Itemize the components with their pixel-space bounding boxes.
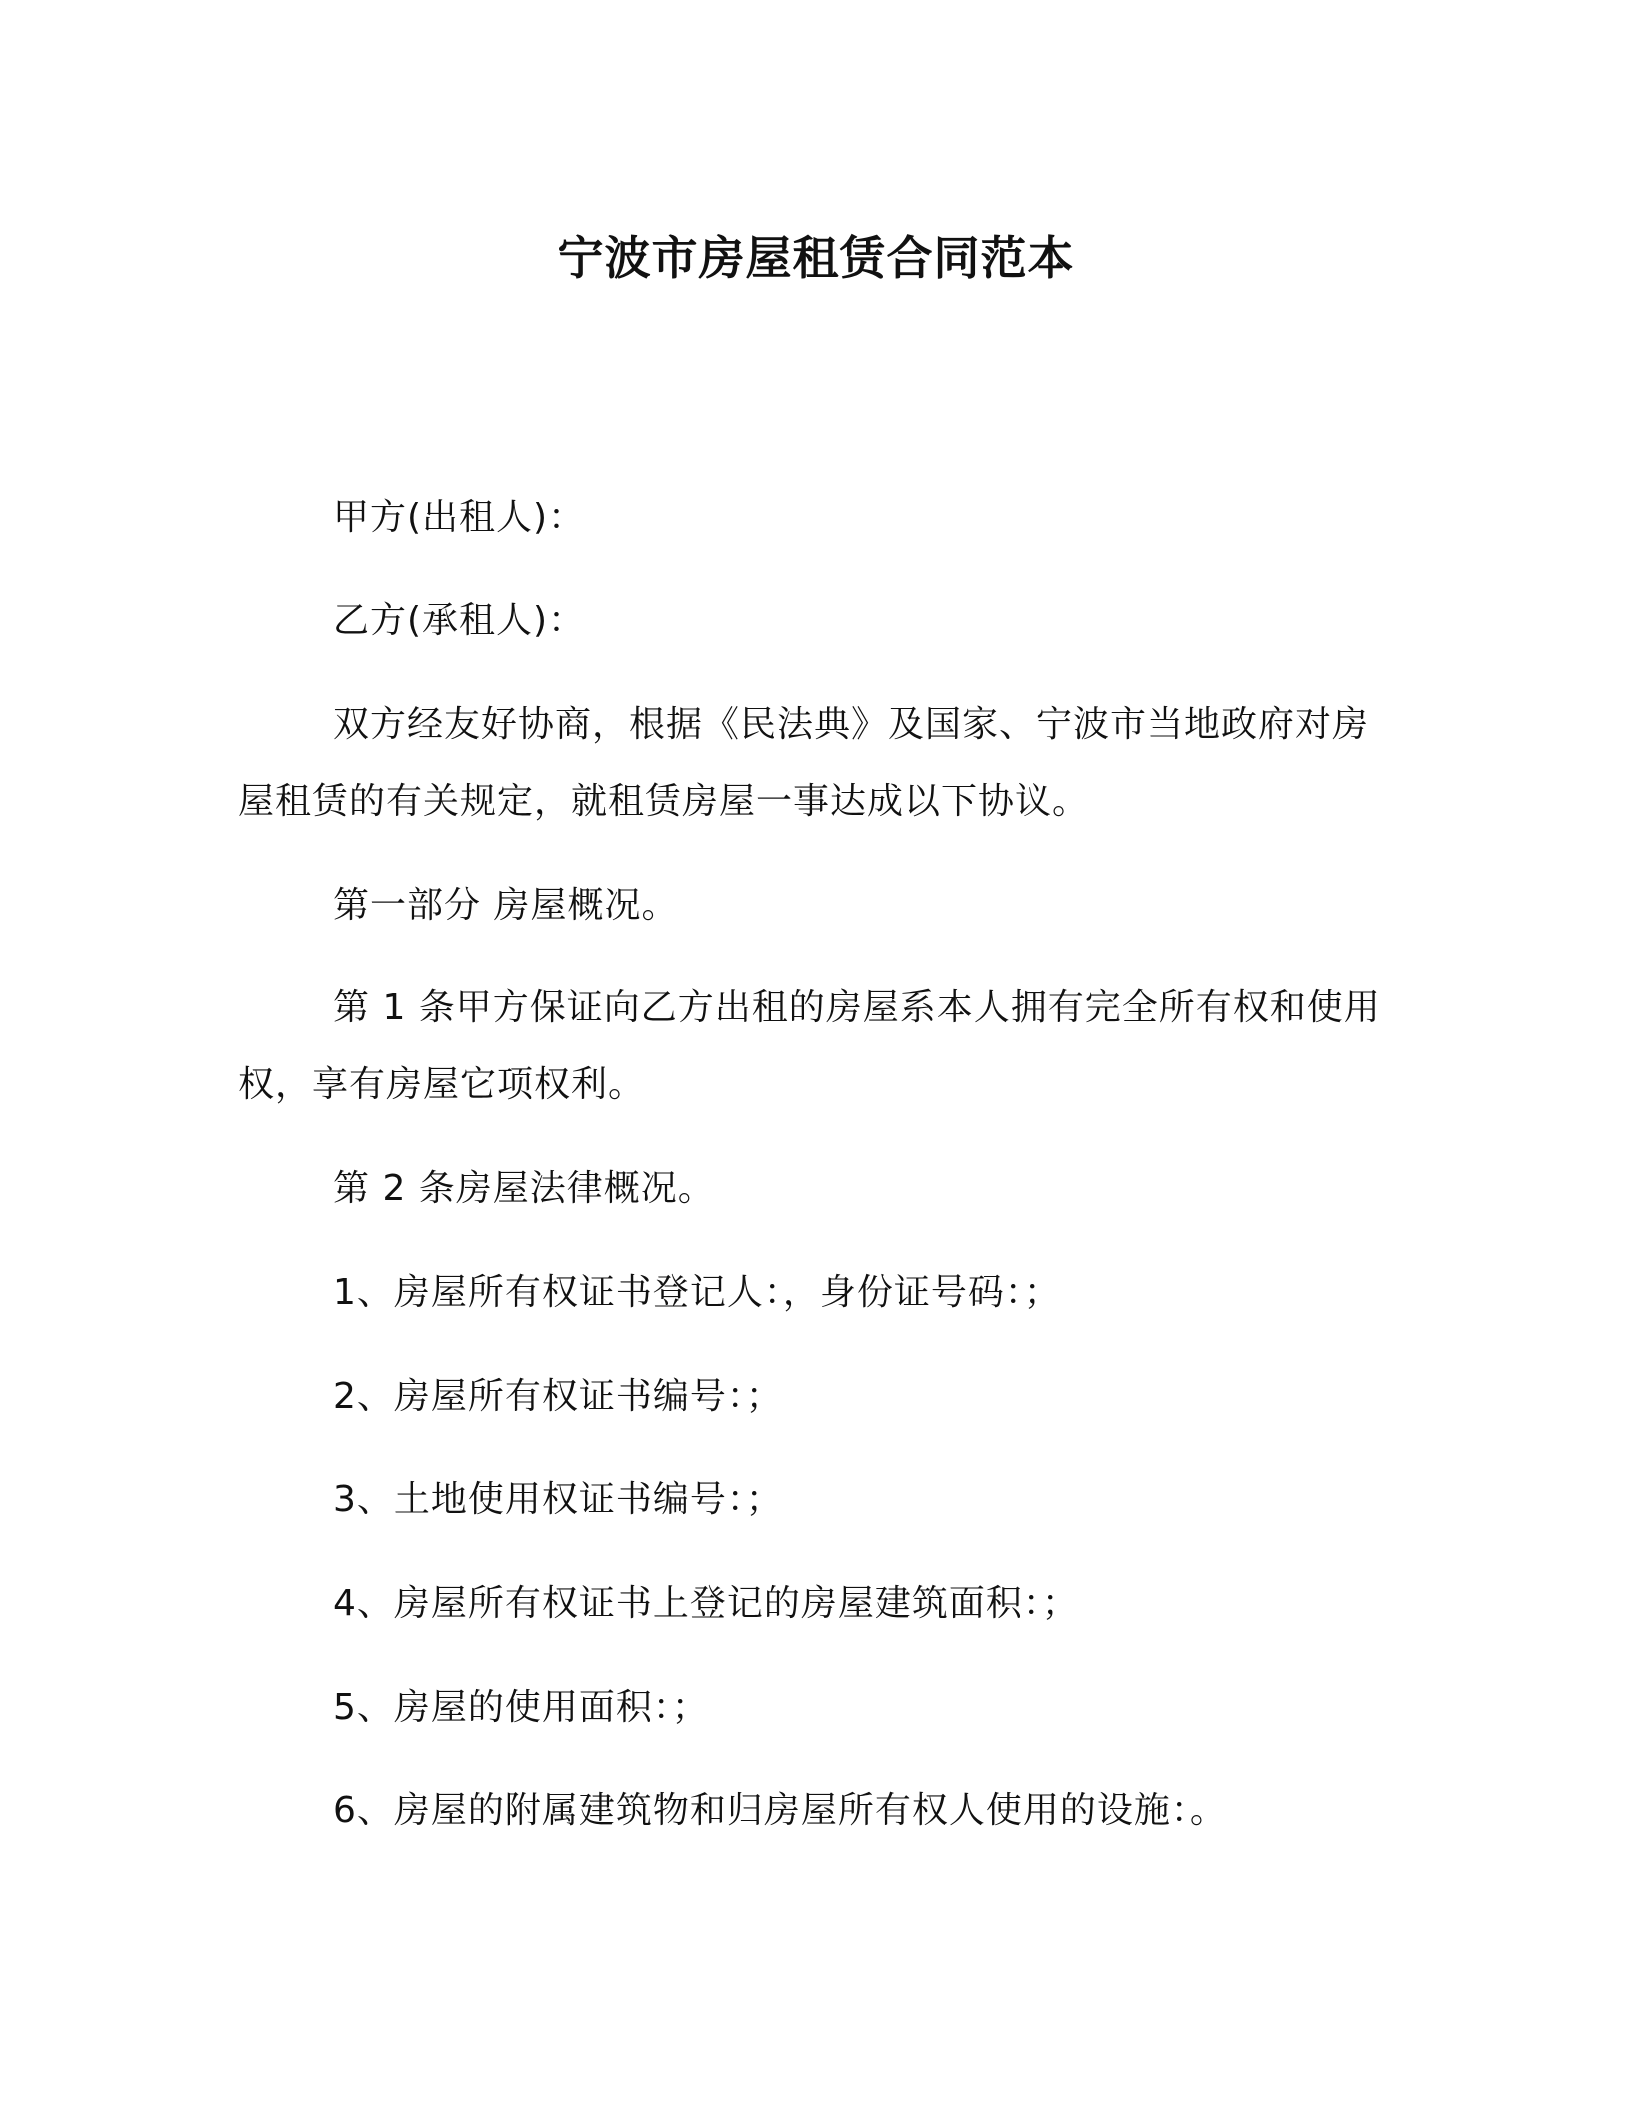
intro-paragraph-line-2: 屋租赁的有关规定，就租赁房屋一事达成以下协议。 xyxy=(238,781,1090,822)
list-item-4: 4、房屋所有权证书上登记的房屋建筑面积：； xyxy=(333,1583,1079,1624)
list-item-5: 5、房屋的使用面积：； xyxy=(333,1687,709,1728)
article2-heading: 第 2 条房屋法律概况。 xyxy=(333,1168,715,1209)
list-item-6: 6、房屋的附属建筑物和归房屋所有权人使用的设施：。 xyxy=(333,1790,1227,1831)
document-title: 宁波市房屋租赁合同范本 xyxy=(557,231,1075,285)
list-item-3: 3、土地使用权证书编号：； xyxy=(333,1479,783,1520)
party-a-line: 甲方(出租人)： xyxy=(333,497,586,538)
article1-line-1: 第 1 条甲方保证向乙方出租的房屋系本人拥有完全所有权和使用 xyxy=(333,987,1381,1028)
party-b-line: 乙方(承租人)： xyxy=(333,600,586,641)
article1-line-2: 权，享有房屋它项权利。 xyxy=(238,1064,646,1105)
list-item-1: 1、房屋所有权证书登记人：，身份证号码：； xyxy=(333,1272,1061,1313)
part1-heading: 第一部分 房屋概况。 xyxy=(333,885,679,926)
intro-paragraph-line-1: 双方经友好协商，根据《民法典》及国家、宁波市当地政府对房 xyxy=(333,704,1370,745)
list-item-2: 2、房屋所有权证书编号：； xyxy=(333,1376,783,1417)
